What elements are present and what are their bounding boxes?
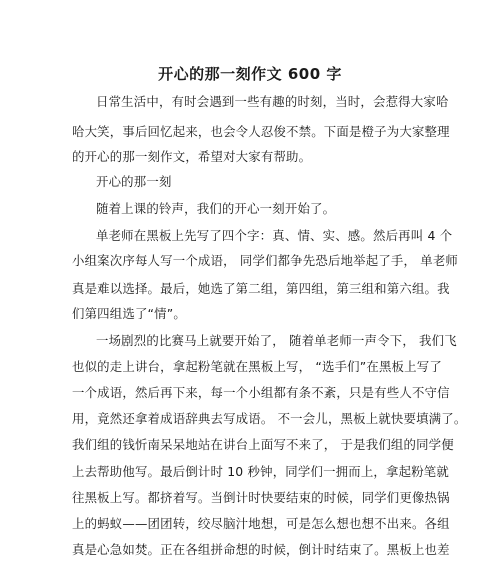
- page-title: 开心的那一刻作文 600 字: [158, 65, 342, 83]
- paragraph-line: 也似的走上讲台，拿起粉笔就在黑板上写， “选手们”在黑板上写了: [72, 359, 442, 374]
- paragraph-line: 上去帮助他写。最后倒计时 10 秒钟，同学们一拥而上，拿起粉笔就: [72, 464, 449, 479]
- paragraph-line: 用，竟然还拿着成语辞典去写成语。 不一会儿，黑板上就快要填满了。: [72, 411, 467, 426]
- paragraph-line: 的开心的那一刻作文，希望对大家有帮助。: [72, 149, 312, 164]
- paragraph-line: 单老师在黑板上先写了四个字：真、情、实、感。然后再叫 4 个: [96, 228, 453, 243]
- subheading: 开心的那一刻: [96, 174, 172, 189]
- paragraph-line: 往黑板上写。都挤着写。当倒计时快要结束的时候，同学们更像热锅: [72, 490, 450, 505]
- paragraph-line: 们第四组选了“情”。: [72, 306, 186, 321]
- paragraph-line: 真是难以选择。最后，她选了第二组，第四组，第三组和第六组。我: [72, 281, 450, 296]
- paragraph-line: 我们组的钱忻南呆呆地站在讲台上面写不来了， 于是我们组的同学便: [72, 437, 454, 452]
- paragraph-line: 上的蚂蚁——团团转，绞尽脑汁地想，可是怎么想也想不出来。各组: [72, 516, 450, 531]
- paragraph-line: 小组案次序每人写一个成语， 同学们都争先恐后地举起了手， 单老师: [72, 253, 458, 268]
- paragraph-line: 一个成语，然后再下来，每一个小组都有条不紊，只是有些人不守信: [72, 385, 450, 400]
- paragraph-line: 哈大笑，事后回忆起来，也会令人忍俊不禁。下面是橙子为大家整理: [72, 124, 450, 139]
- paragraph-line: 一场剧烈的比赛马上就要开始了， 随着单老师一声令下， 我们飞: [96, 333, 457, 348]
- paragraph-line: 真是心急如焚。正在各组拼命想的时候，倒计时结束了。黑板上也差: [72, 542, 450, 557]
- paragraph-line: 随着上课的铃声，我们的开心一刻开始了。: [96, 201, 336, 216]
- paragraph-line: 日常生活中，有时会遇到一些有趣的时刻，当时，会惹得大家哈: [96, 94, 449, 109]
